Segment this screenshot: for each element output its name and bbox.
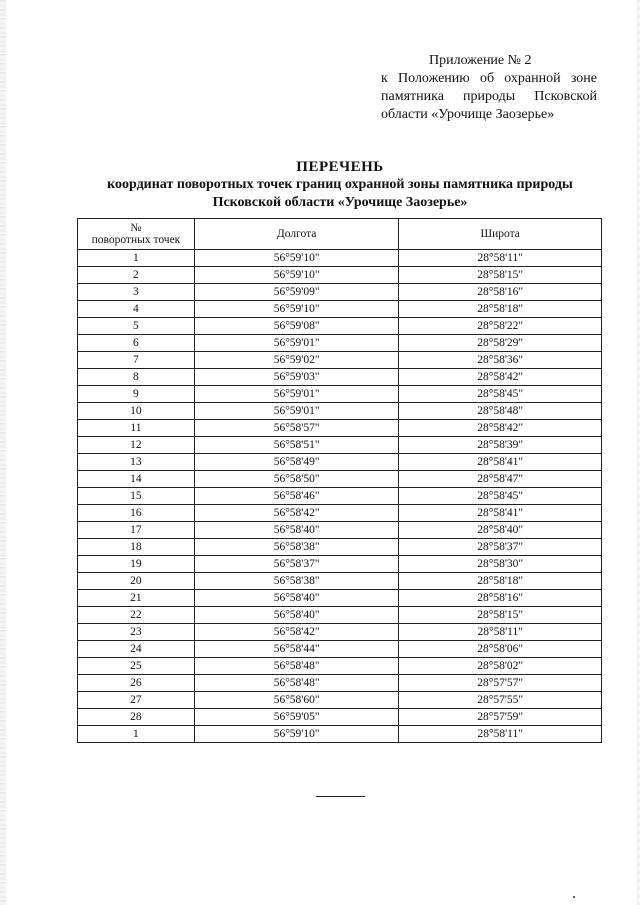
cell-point-number: 20 [78, 573, 195, 590]
cell-longitude: 56°58'38" [194, 573, 399, 590]
cell-point-number: 19 [78, 556, 195, 573]
cell-longitude: 56°58'42" [194, 624, 399, 641]
scan-edge-left [0, 0, 6, 905]
cell-point-number: 9 [78, 386, 195, 403]
cell-latitude: 28°57'55" [399, 692, 602, 709]
cell-point-number: 16 [78, 505, 195, 522]
cell-point-number: 2 [78, 267, 195, 284]
cell-point-number: 1 [78, 250, 195, 267]
cell-point-number: 17 [78, 522, 195, 539]
cell-latitude: 28°58'15" [399, 267, 602, 284]
table-row [78, 420, 602, 437]
table-row [78, 539, 602, 556]
table-row [78, 658, 602, 675]
table-row [78, 318, 602, 335]
table-header-row [78, 219, 602, 250]
table-header [78, 219, 602, 250]
cell-point-number: 3 [78, 284, 195, 301]
cell-longitude: 56°59'09" [194, 284, 399, 301]
header-point-number [78, 219, 195, 250]
cell-point-number: 4 [78, 301, 195, 318]
cell-longitude: 56°59'10" [194, 301, 399, 318]
table-row [78, 607, 602, 624]
cell-longitude: 56°58'40" [194, 607, 399, 624]
cell-longitude: 56°58'60" [194, 692, 399, 709]
cell-latitude: 28°58'11" [399, 624, 602, 641]
cell-point-number: 22 [78, 607, 195, 624]
cell-latitude: 28°58'18" [399, 301, 602, 318]
table-row [78, 709, 602, 726]
table-row [78, 590, 602, 607]
cell-point-number: 15 [78, 488, 195, 505]
cell-longitude: 56°59'05" [194, 709, 399, 726]
table-row [78, 522, 602, 539]
header-point-number-label: поворотных точек [91, 234, 181, 246]
cell-latitude: 28°58'15" [399, 607, 602, 624]
table-row [78, 352, 602, 369]
cell-longitude: 56°58'48" [194, 675, 399, 692]
table-row [78, 488, 602, 505]
cell-point-number: 24 [78, 641, 195, 658]
table-row [78, 471, 602, 488]
cell-point-number: 10 [78, 403, 195, 420]
table-row [78, 675, 602, 692]
cell-point-number: 25 [78, 658, 195, 675]
cell-longitude: 56°58'37" [194, 556, 399, 573]
cell-longitude: 56°58'57" [194, 420, 399, 437]
cell-point-number: 5 [78, 318, 195, 335]
cell-point-number: 27 [78, 692, 195, 709]
table-row [78, 505, 602, 522]
table-row [78, 301, 602, 318]
cell-point-number: 14 [78, 471, 195, 488]
cell-latitude: 28°58'18" [399, 573, 602, 590]
cell-longitude: 56°59'03" [194, 369, 399, 386]
cell-latitude: 28°58'36" [399, 352, 602, 369]
table-row [78, 437, 602, 454]
table-row [78, 641, 602, 658]
table-row [78, 369, 602, 386]
cell-latitude: 28°58'42" [399, 420, 602, 437]
cell-latitude: 28°58'02" [399, 658, 602, 675]
table-row [78, 624, 602, 641]
cell-longitude: 56°58'51" [194, 437, 399, 454]
cell-longitude: 56°58'38" [194, 539, 399, 556]
end-divider [316, 796, 365, 797]
appendix-ref-line-3: области «Урочище Заозерье» [381, 107, 555, 122]
cell-longitude: 56°59'08" [194, 318, 399, 335]
cell-latitude: 28°58'39" [399, 437, 602, 454]
cell-latitude: 28°57'59" [399, 709, 602, 726]
cell-latitude: 28°58'16" [399, 590, 602, 607]
cell-latitude: 28°58'41" [399, 505, 602, 522]
coordinates-table [77, 218, 602, 743]
cell-longitude: 56°58'48" [194, 658, 399, 675]
cell-longitude: 56°58'49" [194, 454, 399, 471]
appendix-ref-line-2: памятника природы Псковской [381, 89, 597, 104]
cell-point-number: 11 [78, 420, 195, 437]
cell-point-number: 21 [78, 590, 195, 607]
cell-longitude: 56°59'10" [194, 726, 399, 743]
table-row [78, 573, 602, 590]
header-latitude: Широта [399, 219, 602, 250]
cell-point-number: 23 [78, 624, 195, 641]
cell-latitude: 28°58'45" [399, 488, 602, 505]
table-row [78, 726, 602, 743]
document-title: ПЕРЕЧЕНЬ [296, 159, 384, 175]
document-heading [40, 158, 640, 212]
table-row [78, 335, 602, 352]
cell-point-number: 26 [78, 675, 195, 692]
cell-longitude: 56°59'10" [194, 267, 399, 284]
cell-latitude: 28°58'11" [399, 726, 602, 743]
cell-latitude: 28°58'47" [399, 471, 602, 488]
cell-latitude: 28°58'11" [399, 250, 602, 267]
appendix-ref-line-1: к Положению об охранной зоне [381, 71, 597, 86]
cell-point-number: 8 [78, 369, 195, 386]
table-body [78, 250, 602, 743]
cell-latitude: 28°58'29" [399, 335, 602, 352]
cell-latitude: 28°58'37" [399, 539, 602, 556]
table-row [78, 250, 602, 267]
cell-point-number: 13 [78, 454, 195, 471]
appendix-number: Приложение № 2 [429, 53, 532, 68]
cell-longitude: 56°58'40" [194, 590, 399, 607]
cell-latitude: 28°58'48" [399, 403, 602, 420]
cell-longitude: 56°59'02" [194, 352, 399, 369]
cell-point-number: 12 [78, 437, 195, 454]
cell-latitude: 28°58'41" [399, 454, 602, 471]
table-row [78, 267, 602, 284]
table-row [78, 386, 602, 403]
table-row [78, 454, 602, 471]
cell-longitude: 56°58'42" [194, 505, 399, 522]
cell-point-number: 1 [78, 726, 195, 743]
cell-latitude: 28°57'57" [399, 675, 602, 692]
cell-longitude: 56°58'46" [194, 488, 399, 505]
cell-longitude: 56°58'44" [194, 641, 399, 658]
cell-latitude: 28°58'30" [399, 556, 602, 573]
cell-point-number: 18 [78, 539, 195, 556]
header-longitude: Долгота [194, 219, 399, 250]
cell-point-number: 6 [78, 335, 195, 352]
scan-speck [573, 896, 575, 898]
cell-longitude: 56°58'50" [194, 471, 399, 488]
appendix-note [381, 52, 597, 124]
cell-longitude: 56°59'01" [194, 335, 399, 352]
cell-latitude: 28°58'42" [399, 369, 602, 386]
cell-longitude: 56°59'01" [194, 403, 399, 420]
table-row [78, 284, 602, 301]
cell-point-number: 7 [78, 352, 195, 369]
document-subtitle-line-2: Псковской области «Урочище Заозерье» [212, 195, 468, 210]
cell-latitude: 28°58'06" [399, 641, 602, 658]
cell-latitude: 28°58'22" [399, 318, 602, 335]
cell-point-number: 28 [78, 709, 195, 726]
cell-longitude: 56°59'01" [194, 386, 399, 403]
document-subtitle-line-1: координат поворотных точек границ охранной зоны памятника природы [107, 177, 573, 192]
cell-longitude: 56°58'40" [194, 522, 399, 539]
table-row [78, 556, 602, 573]
cell-latitude: 28°58'16" [399, 284, 602, 301]
cell-latitude: 28°58'45" [399, 386, 602, 403]
cell-latitude: 28°58'40" [399, 522, 602, 539]
table-row [78, 403, 602, 420]
header-point-number-sign: № [130, 222, 142, 234]
cell-longitude: 56°59'10" [194, 250, 399, 267]
table-row [78, 692, 602, 709]
